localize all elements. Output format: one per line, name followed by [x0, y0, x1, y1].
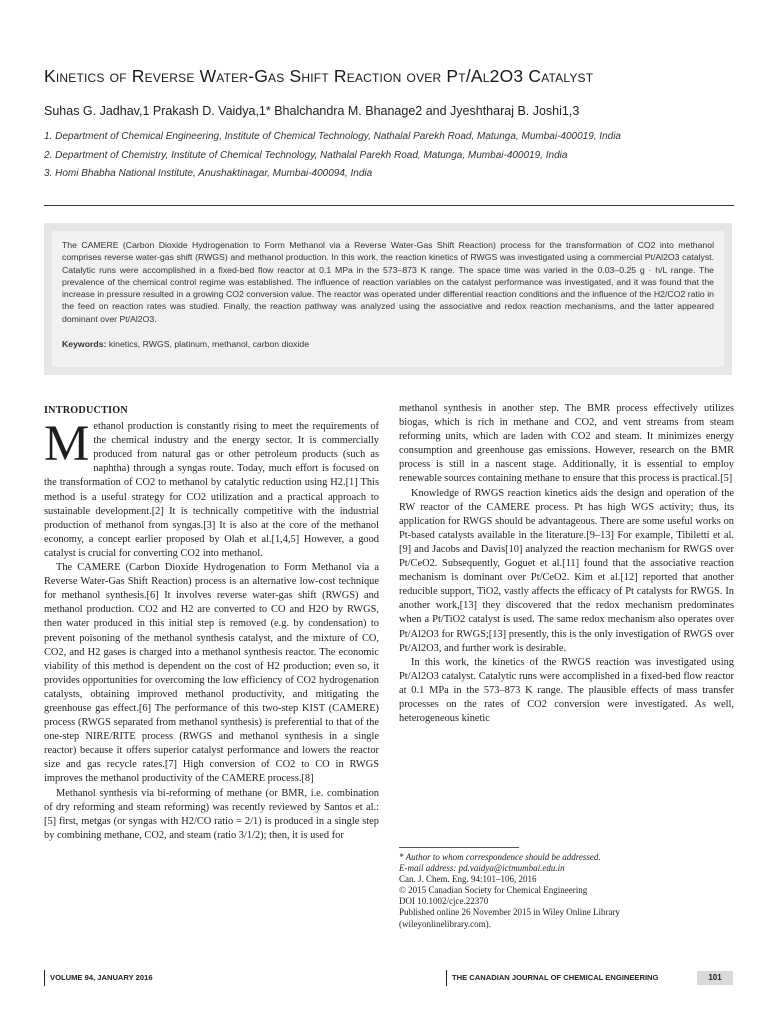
- author-list: Suhas G. Jadhav,1 Prakash D. Vaidya,1* Bhalchandra M. Bhanage2 and Jyeshtharaj B. Joshi1,3: [44, 104, 580, 118]
- intro-paragraph-5: Knowledge of RWGS reaction kinetics aids the design and operation of the RW reactor of the CAMERE process. Pt has high WGS activity; thus, its application for RWGS should be advantageous. There are some useful works on Pt-based catalysts available in the literature.[9–13] For example, Tibiletti et al.[9] and Jacobs and Davis[10] analyzed the reaction mechanism for RWGS over Pt/CeO2. Subsequently, Goguet et al.[11] found that the associative reaction mechanism is dominant over Pt/CeO2. Kim et al.[12] reported that another reducible support, TiO2, vastly affects the efficacy of Pt catalysts for RWGS. In another work,[13] they discovered that the redox mechanism predominates when a Pt/TiO2 catalyst is used. The same redox mechanism also operates over Pt/Al2O3 for RWGS;[13] presently, this is the only investigation of RWGS over Pt/Al2O3, and further work is desirable.: [399, 487, 734, 654]
- keywords-list: kinetics, RWGS, platinum, methanol, carbon dioxide: [108, 339, 310, 350]
- abstract-text: The CAMERE (Carbon Dioxide Hydrogenation to Form Methanol via a Reverse Water-Gas Shift Reaction) process for the transformation of CO2 into methanol comprises reverse water-gas shift (RWGS) and methanol production. In this work, the reaction kinetics of RWGS was investigated using a commercial Pt/Al2O3 catalyst. Catalytic runs were accomplished in a fixed-bed flow reactor at 0.1 MPa in the 573–873 K range. The space time was varied in the 0.03–0.25 g · h/L range. The prevalence of the chemical control regime was established. The influence of reaction variables on the catalyst performance was investigated, and it was found that the increase in pressure resulted in a growing CO2 conversion value. The reactor was operated under differential reaction conditions and the influence of the H2/CO2 ratio in the feed on reaction rates was studied. Finally, the reaction pathway was analyzed using the associative and redox reaction mechanisms, and the latter appeared dominant over Pt/Al2O3.: [62, 240, 714, 324]
- abstract-box: [44, 223, 732, 375]
- affiliation-3: 3. Homi Bhabha National Institute, Anushaktinagar, Mumbai-400094, India: [44, 168, 373, 179]
- copyright-line: © 2015 Canadian Society for Chemical Engineering: [399, 885, 588, 896]
- intro-paragraph-1-text: ethanol production is constantly rising to meet the requirements of the chemical industry and the energy sector. It is commercially produced from natural gas or other petroleum products (such as naphtha) through a syngas route. Today, much effort is focused on the transformation of CO2 to methanol by catalytic reduction using H2.[1] This method is a useful strategy for CO2 utilization and a practical approach to sustainable development.[2] It is technically competitive with the industrial production of methanol from syngas.[3] It is also at the core of the methanol economy, a concept earlier proposed by Olah et al.[1,4,5] However, a good catalyst is crucial for converting CO2 into methanol.: [44, 421, 379, 559]
- article-title: Kinetics of Reverse Water-Gas Shift Reaction over Pt/Al2O3 Catalyst: [44, 66, 594, 86]
- published-line: Published online 26 November 2015 in Wiley Online Library: [399, 907, 620, 918]
- affiliation-2: 2. Department of Chemistry, Institute of Chemical Technology, Nathalal Parekh Road, Matunga, Mumbai-400019, India: [44, 150, 568, 161]
- left-column: [44, 404, 379, 843]
- affiliation-1: 1. Department of Chemical Engineering, Institute of Chemical Technology, Nathalal Parekh Road, Matunga, Mumbai-400019, India: [44, 131, 621, 142]
- library-link[interactable]: (wileyonlinelibrary.com).: [399, 918, 491, 929]
- footnote-block: [399, 852, 734, 930]
- footer-journal: THE CANADIAN JOURNAL OF CHEMICAL ENGINEERING: [446, 970, 658, 986]
- intro-paragraph-6: In this work, the kinetics of the RWGS reaction was investigated using Pt/Al2O3 catalyst. Catalytic runs were accomplished in a fixed-bed flow reactor at 0.1 MPa in the 573–873 K range. The plausible effects of mass transfer processes on the rates of CO2 conversion were investigated. As well, heterogeneous kinetic: [399, 656, 734, 725]
- drop-cap: M: [44, 416, 90, 473]
- doi-line[interactable]: DOI 10.1002/cjce.22370: [399, 896, 489, 907]
- header-rule: [44, 205, 734, 206]
- page-number: 101: [697, 971, 733, 985]
- footer-volume: VOLUME 94, JANUARY 2016: [44, 970, 153, 986]
- section-heading: INTRODUCTION: [44, 405, 128, 416]
- footnote-rule: [399, 847, 519, 848]
- right-column: [399, 402, 734, 726]
- corresponding-author-note: * Author to whom correspondence should be addressed.: [399, 852, 601, 862]
- intro-paragraph-1: [44, 416, 379, 561]
- keywords-label: Keywords:: [62, 339, 107, 350]
- intro-paragraph-3: Methanol synthesis via bi-reforming of methane (or BMR, i.e. combination of dry reforming and steam reforming) was recently reviewed by Santos et al.:[5] first, metgas (or syngas with H2/CO ratio = 2/1) is produced in a single step by combining methane, CO2, and steam (ratio 3/1/2); then, it is used for: [44, 787, 379, 841]
- email-address[interactable]: E-mail address: pd.vaidya@ictmumbai.edu.in: [399, 863, 565, 874]
- keywords-line: [62, 339, 714, 349]
- citation-line: Can. J. Chem. Eng. 94:101–106, 2016: [399, 874, 537, 885]
- intro-paragraph-4: methanol synthesis in another step. The BMR process effectively utilizes biogas, which is rich in methane and CO2, and vent streams from steam reforming units, which are laden with CO2 and steam. It minimizes energy consumption and greenhouse gas emissions. However, research on the BMR process is still in a nascent stage. Additionally, it is essential to employ renewable sources containing methane to ensure that this process is practical.[5]: [399, 403, 734, 485]
- intro-paragraph-2: The CAMERE (Carbon Dioxide Hydrogenation to Form Methanol via a Reverse Water-Gas Shift Reaction) process is an alternative low-cost technique for methanol synthesis.[6] It involves reverse water-gas shift (RWGS) and methanol production. CO2 and H2 are converted to CO and H2O by RWGS, then water produced in this initial step is removed (e.g. by condensation) to prevent poisoning of the methanol synthesis catalyst, and the mixture of CO, CO2, and H2 gases is charged into a methanol synthesis reactor. The economic viability of this method is dependent on the cost of H2 production; even so, it provides opportunities for overcoming the low efficiency of CO2 hydrogenation catalysts, obtaining improved methanol productivity, and mitigating the greenhouse gas effect.[6] The performance of this two-step KIST (CAMERE) process (RWGS separated from methanol synthesis) is preferential to that of the one-step NIRE/RITE process (RWGS and methanol synthesis in a single reactor) because it offers superior catalyst performance and lowers the reactor size and gas recycle rates.[7] High conversion of CO2 to CO in RWGS improves the methanol productivity of the CAMERE process.[8]: [44, 562, 379, 785]
